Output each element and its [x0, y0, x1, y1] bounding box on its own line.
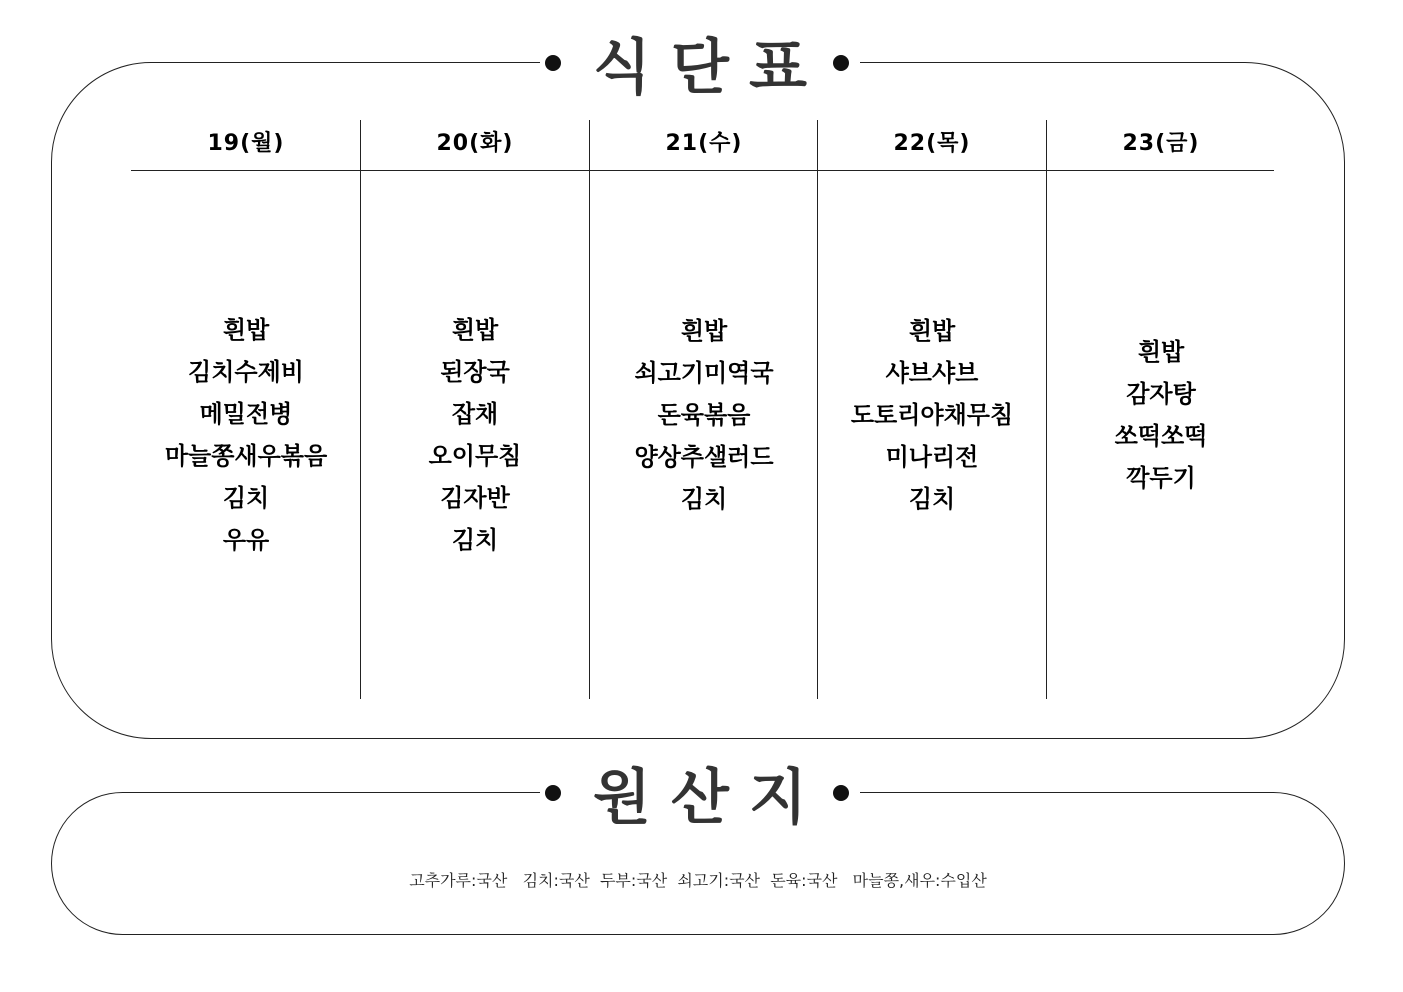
- menu-item: 흰밥: [680, 317, 728, 345]
- title-dot-left: [545, 55, 561, 71]
- menu-column-thu: [818, 160, 1046, 670]
- menu-column-mon: [132, 180, 360, 690]
- title-dot-right: [833, 785, 849, 801]
- menu-item: 깍두기: [1126, 464, 1196, 492]
- menu-item: 흰밥: [451, 316, 499, 344]
- menu-item: 김치: [222, 484, 270, 512]
- menu-item: 김치수제비: [188, 358, 304, 386]
- menu-item: 돈육볶음: [657, 401, 751, 429]
- menu-item: 우유: [222, 526, 270, 554]
- menu-item: 쇠고기미역국: [634, 359, 774, 387]
- origin-title-block: [540, 753, 860, 833]
- menu-item: 김자반: [440, 484, 510, 512]
- menu-item: 김치: [680, 485, 728, 513]
- menu-item: 흰밥: [1137, 338, 1185, 366]
- menu-column-fri: [1047, 160, 1275, 670]
- title-dot-right: [833, 55, 849, 71]
- day-header-fri: 23(금): [1122, 131, 1200, 156]
- menu-item: 김치: [908, 485, 956, 513]
- menu-column-tue: [361, 180, 589, 690]
- menu-item: 흰밥: [908, 317, 956, 345]
- day-header-mon: 19(월): [207, 131, 285, 156]
- day-header-thu: 22(목): [893, 131, 971, 156]
- origin-title: 원산지: [593, 763, 827, 833]
- menu-item: 감자탕: [1126, 380, 1196, 408]
- menu-title: 식단표: [593, 33, 827, 103]
- origin-info-text: 고추가루:국산 김치:국산 두부:국산 쇠고기:국산 돈육:국산 마늘쫑,새우:수입산: [409, 871, 987, 890]
- menu-item: 양상추샐러드: [634, 443, 774, 471]
- title-dot-left: [545, 785, 561, 801]
- menu-item: 도토리야채무침: [850, 401, 1014, 429]
- menu-item: 미나리전: [885, 443, 979, 471]
- menu-item: 된장국: [440, 358, 510, 386]
- menu-item: 쏘떡쏘떡: [1114, 422, 1208, 450]
- menu-title-block: [540, 23, 860, 103]
- menu-item: 김치: [451, 526, 499, 554]
- menu-item: 메밀전병: [199, 400, 293, 428]
- menu-item: 샤브샤브: [885, 359, 979, 387]
- menu-item: 마늘쫑새우볶음: [164, 442, 328, 470]
- menu-item: 오이무침: [428, 442, 522, 470]
- day-header-tue: 20(화): [436, 131, 514, 156]
- day-header-wed: 21(수): [665, 131, 743, 156]
- menu-item: 잡채: [451, 400, 499, 428]
- menu-item: 흰밥: [222, 316, 270, 344]
- menu-column-wed: [590, 160, 818, 670]
